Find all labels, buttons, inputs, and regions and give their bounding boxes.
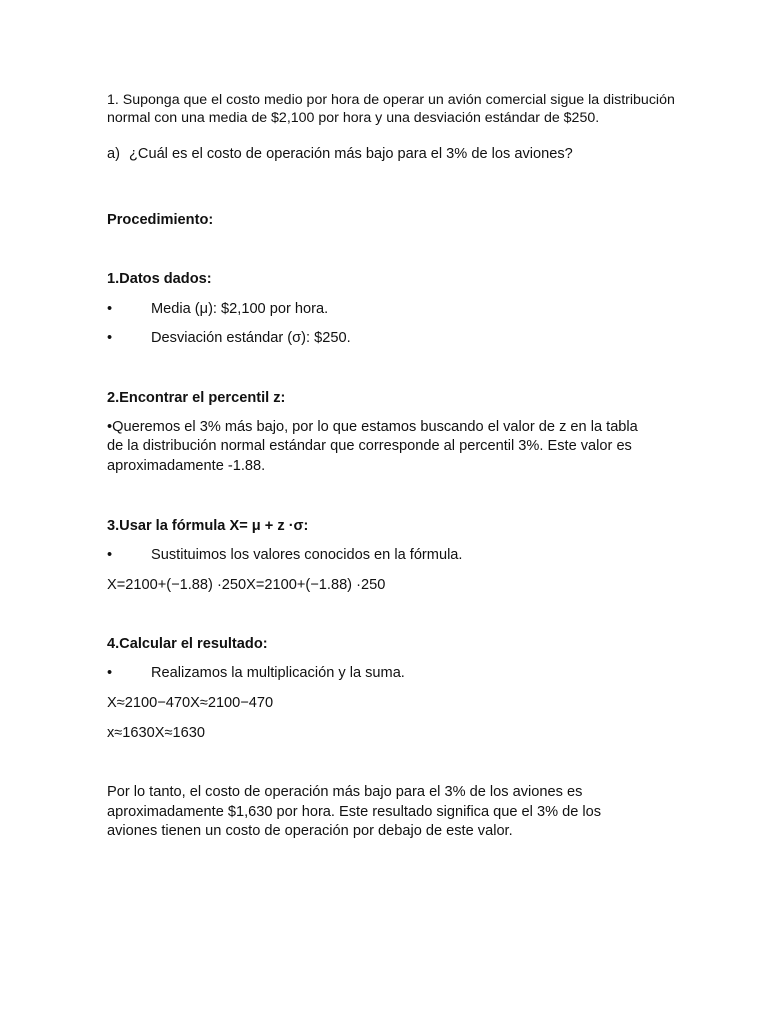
step4-item [107, 666, 405, 681]
step2-line-1: •Queremos el 3% más bajo, por lo que estamos buscando el valor de z en la tabla [107, 419, 638, 435]
bullet-icon: • [107, 330, 113, 346]
bullet-icon: • [107, 665, 113, 681]
question-a [107, 147, 573, 162]
step1-item-text: Media (μ): $2,100 por hora. [151, 301, 329, 317]
step2-line-2: de la distribución normal estándar que corresponde al percentil 3%. Este valor es [107, 438, 632, 454]
conclusion-line-2: aproximadamente $1,630 por hora. Este resultado significa que el 3% de los [107, 804, 602, 820]
step1-item-text: Desviación estándar (σ): $250. [151, 330, 351, 346]
step4-formula-2: x≈1630X≈1630 [107, 725, 205, 741]
problem-line-2: normal con una media de $2,100 por hora y una desviación estándar de $250. [107, 110, 600, 126]
step4-formula-1: X≈2100−470X≈2100−470 [107, 695, 274, 711]
problem-line-1: 1. Suponga que el costo medio por hora de operar un avión comercial sigue la distribución [107, 92, 675, 108]
bullet-icon: • [107, 547, 113, 563]
question-label: a) [107, 146, 120, 162]
step3-formula: X=2100+(−1.88) ·250X=2100+(−1.88) ·250 [107, 577, 386, 593]
step3-item [107, 548, 462, 563]
procedure-heading: Procedimiento: [107, 212, 214, 228]
bullet-icon: • [107, 301, 113, 317]
step1-item-mean [107, 302, 328, 317]
step3-item-text: Sustituimos los valores conocidos en la fórmula. [151, 547, 463, 563]
step2-heading: 2.Encontrar el percentil z: [107, 390, 286, 406]
conclusion-line-1: Por lo tanto, el costo de operación más bajo para el 3% de los aviones es [107, 784, 583, 800]
step4-item-text: Realizamos la multiplicación y la suma. [151, 665, 405, 681]
step4-heading: 4.Calcular el resultado: [107, 636, 268, 652]
question-text: ¿Cuál es el costo de operación más bajo para el 3% de los aviones? [129, 146, 573, 162]
step1-heading: 1.Datos dados: [107, 271, 212, 287]
step3-heading: 3.Usar la fórmula X= μ + z ·σ: [107, 518, 309, 534]
step2-line-3: aproximadamente -1.88. [107, 458, 266, 474]
conclusion-line-3: aviones tienen un costo de operación por debajo de este valor. [107, 823, 513, 839]
step1-item-std [107, 331, 351, 346]
